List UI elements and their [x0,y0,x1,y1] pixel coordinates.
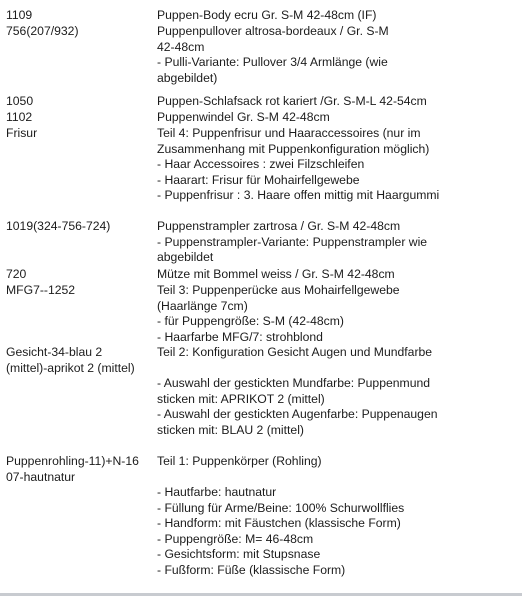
table-row [0,24,522,86]
item-code-cell [0,219,157,266]
item-code-cell [0,8,157,24]
item-code-cell [0,94,157,110]
item-code-cell [0,24,157,86]
item-code-text: 756(207/932) [6,24,79,38]
item-code-cell [0,283,157,345]
item-description-line: abgebildet [157,250,214,264]
item-description-line: - für Puppengröße: S-M (42-48cm) [157,314,344,328]
bottom-divider [0,593,522,596]
item-code-text: 1019(324-756-724) [6,219,111,233]
item-description-cell [157,283,522,345]
item-code-cell [0,110,157,126]
item-code-text: 07-hautnatur [6,469,76,484]
item-description-line [157,470,518,486]
item-description-line: (Haarlänge 7cm) [157,298,248,313]
item-description-line: sticken mit: APRIKOT 2 (mittel) [157,391,325,406]
item-code-text: (mittel)-aprikot 2 (mittel) [6,360,135,375]
item-description-line: Puppen-Body ecru Gr. S-M 42-48cm (IF) [157,8,377,22]
item-description-line: - Füllung für Arme/Beine: 100% Schurwollflies [157,500,405,515]
item-description-line: sticken mit: BLAU 2 (mittel) [157,422,304,437]
item-code-text: Gesicht-34-blau 2 [6,345,103,359]
item-description-line: Puppenpullover altrosa-bordeaux / Gr. S-M [157,24,389,38]
item-description-line: - Gesichtsform: mit Stupsnase [157,547,321,561]
item-description-cell [157,454,522,578]
item-description-line: - Auswahl der gestickten Augenfarbe: Puppenaugen [157,407,438,421]
item-code-text: Puppenrohling-11)+N-16 [6,454,139,468]
item-code-cell [0,267,157,283]
item-description-line: 42-48cm [157,39,205,54]
item-description-line: Teil 3: Puppenperücke aus Mohairfellgewebe [157,283,400,297]
table-row [0,94,522,110]
item-description-cell [157,8,522,24]
item-description-cell [157,126,522,204]
item-code-cell [0,345,157,438]
item-description-cell [157,219,522,266]
item-description-line: - Puppengröße: M= 46-48cm [157,531,314,546]
item-description-cell [157,345,522,438]
item-code-text: 1102 [6,110,33,124]
item-description-line: - Fußform: Füße (klassische Form) [157,562,346,577]
item-code-text: 1109 [6,8,33,22]
item-code-text: Frisur [6,126,38,140]
item-description-line: Puppen-Schlafsack rot kariert /Gr. S-M-L 42-54cm [157,94,427,108]
item-description-cell [157,267,522,283]
item-description-line: - Auswahl der gestickten Mundfarbe: Puppenmund [157,376,431,390]
item-description-line: - Haarfarbe MFG/7: strohblond [157,329,323,344]
item-description-line: Teil 1: Puppenkörper (Rohling) [157,454,322,468]
table-row [0,219,522,266]
item-description-line: - Haarart: Frisur für Mohairfellgewebe [157,172,360,187]
table-row [0,267,522,283]
item-description-line: - Hautfarbe: hautnatur [157,485,277,499]
item-description-cell [157,24,522,86]
item-description-line: Teil 4: Puppenfrisur und Haaraccessoires (nur im [157,126,421,140]
item-description-line: - Puppenfrisur : 3. Haare offen mittig mit Haargummi [157,188,440,202]
item-description-line [157,361,518,377]
table-row [0,283,522,345]
table-row [0,345,522,438]
item-code-cell [0,126,157,204]
item-description-line: - Handform: mit Fäustchen (klassische Form) [157,516,401,530]
table-row [0,110,522,126]
table-row [0,8,522,24]
item-code-cell [0,454,157,578]
item-description-line: - Puppenstrampler-Variante: Puppenstrampler wie [157,234,428,249]
item-code-text: 1050 [6,94,34,108]
item-code-text: MFG7--1252 [6,283,76,297]
item-code-text: 720 [6,267,27,281]
item-description-line: Zusammenhang mit Puppenkonfiguration möglich) [157,141,430,156]
item-description-cell [157,94,522,110]
item-description-cell [157,110,522,126]
table-row [0,454,522,578]
table-row [0,126,522,204]
item-description-line: abgebildet) [157,70,218,85]
item-description-line: Puppenstrampler zartrosa / Gr. S-M 42-48cm [157,219,401,233]
item-description-line: - Pulli-Variante: Pullover 3/4 Armlänge (wie [157,55,388,69]
item-description-line: Mütze mit Bommel weiss / Gr. S-M 42-48cm [157,267,395,281]
item-description-line: - Haar Accessoires : zwei Filzschleifen [157,157,365,171]
item-description-line: Puppenwindel Gr. S-M 42-48cm [157,110,330,124]
item-description-line: Teil 2: Konfiguration Gesicht Augen und Mundfarbe [157,345,433,359]
